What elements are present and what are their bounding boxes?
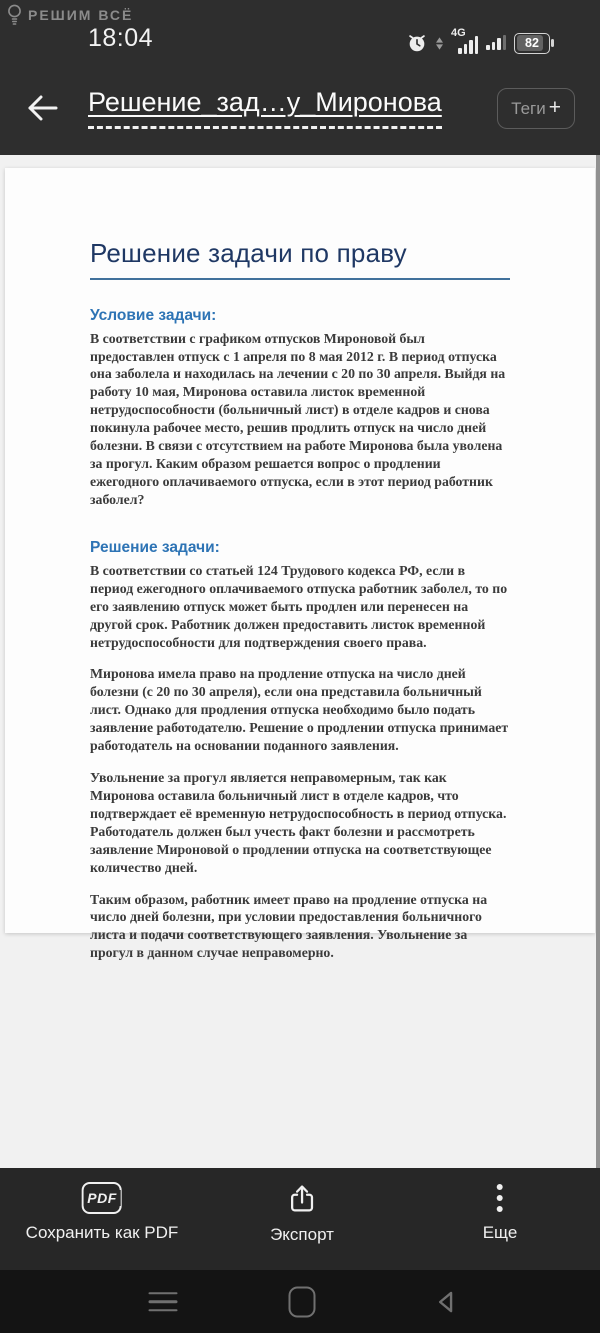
status-icons (406, 27, 550, 56)
nav-recents-button[interactable] (149, 1292, 178, 1312)
data-arrows-icon (436, 37, 443, 50)
back-button[interactable] (12, 78, 72, 138)
status-time: 18:04 (88, 24, 154, 52)
battery-percent: 82 (525, 36, 539, 50)
section-heading-solution: Решение задачи: (90, 538, 220, 556)
bottom-toolbar (0, 1168, 600, 1270)
nav-home-button[interactable] (289, 1286, 316, 1317)
paragraph: Таким образом, работник имеет право на продление отпуска на число дней болезни, при условии предоставления больничного листа и подачи соответствующего заявления. Увольнение за прогул в данном случае неправомерно. (90, 891, 488, 961)
pdf-icon-text: PDF (83, 1190, 121, 1206)
more-label: Еще (482, 1223, 518, 1242)
app-header (0, 60, 600, 155)
android-nav-bar (0, 1270, 600, 1333)
network-4g-label: 4G (451, 27, 466, 39)
paragraph: В соответствии со статьей 124 Трудового кодекса РФ, если в период ежегодного оплачиваемого отпуска работник заболел, то по его заявлению отпуск может быть продлен или перенесен на другой срок. Работник должен предоставить листок временной нетрудоспособности для подтверждения своего права. (90, 562, 508, 650)
nav-back-triangle-icon (430, 1286, 462, 1318)
sim2-signal-icon (486, 35, 506, 52)
recents-icon (149, 1292, 178, 1312)
document-page (5, 168, 595, 961)
title-rule (90, 278, 510, 280)
save-as-pdf-label: Сохранить как PDF (25, 1223, 179, 1242)
back-arrow-icon (25, 93, 59, 123)
pdf-icon (82, 1182, 122, 1214)
section-heading-condition: Условие задачи: (90, 306, 217, 324)
more-dots-icon (497, 1182, 503, 1214)
home-icon (289, 1286, 316, 1317)
doc-title: Решение задачи по праву (90, 238, 407, 268)
export-button[interactable] (270, 1182, 334, 1245)
plus-icon: + (548, 95, 561, 119)
battery-icon (514, 33, 550, 54)
scrollbar[interactable] (596, 155, 600, 1168)
tags-button[interactable] (497, 88, 575, 129)
document-filename[interactable]: Решение_зад…у_Миронова (88, 87, 442, 129)
export-share-icon (285, 1182, 319, 1216)
watermark-text: РЕШИМ ВСЁ (28, 7, 134, 23)
tags-button-label: Теги (511, 98, 546, 118)
save-as-pdf-button[interactable] (26, 1182, 179, 1243)
more-button[interactable] (483, 1182, 518, 1243)
export-label: Экспорт (270, 1225, 334, 1244)
document-viewport[interactable] (0, 155, 600, 1168)
top-bar-area (0, 0, 600, 155)
sim1-signal-icon (451, 27, 478, 56)
paragraph: Увольнение за прогул является неправомерным, так как Миронова оставила больничный лист в отделе кадров, что подтверждает её временную нетрудоспособность в период отпуска. Работодатель должен был учесть факт болезни и рассмотреть заявление Мироновой о продлении отпуска на соответствующее количество дней. (90, 770, 507, 875)
alarm-clock-icon (406, 32, 428, 54)
status-bar (0, 0, 600, 60)
nav-back-button[interactable] (430, 1286, 462, 1318)
paragraph: В соответствии с графиком отпусков Мироновой был предоставлен отпуск с 1 апреля по 8 мая 2012 г. В период отпуска она заболела и находилась на лечении с 20 по 30 апреля. Выйдя на работу 10 мая, Миронова оставила листок временной нетрудоспособности (больничный лист) в отделе кадров и снова покинула рабочее место, решив продлить отпуск на число дней болезни. В связи с отсутствием на работе Миронова была уволена за прогул. Каким образом решается вопрос о продлении ежегодного оплачиваемого отпуска, если в этот период работник заболел? (90, 330, 506, 507)
paragraph: Миронова имела право на продление отпуска на число дней болезни (с 20 по 30 апреля), если она представила больничный лист. Однако для продления отпуска необходимо было подать заявление работодателю. Решение о продлении отпуска принимает работодатель на основании поданного заявления. (90, 666, 509, 754)
